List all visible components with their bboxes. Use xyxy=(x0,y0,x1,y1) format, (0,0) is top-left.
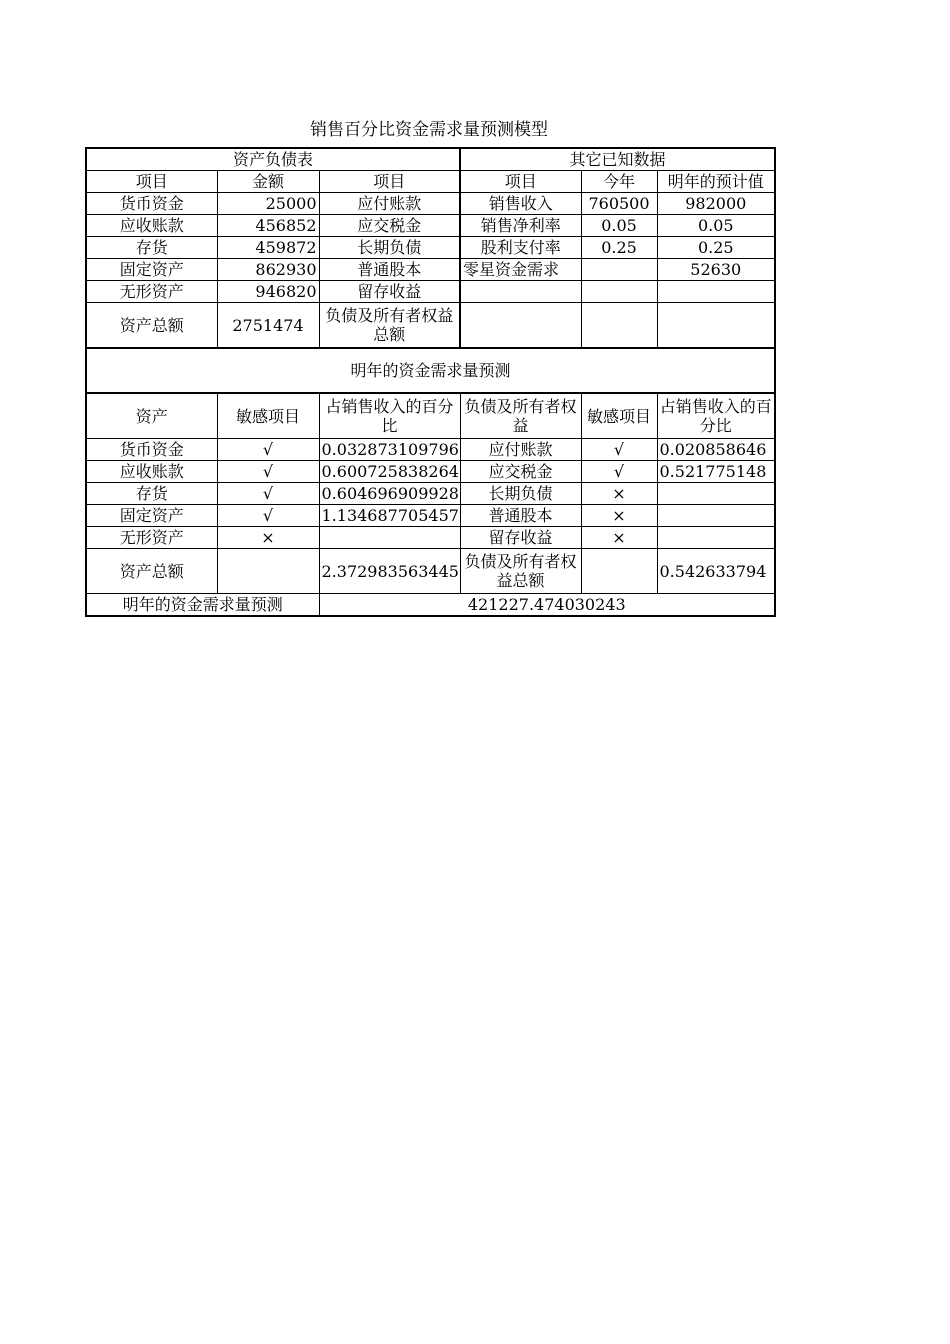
cell[interactable]: 760500 xyxy=(581,193,657,215)
cell[interactable] xyxy=(581,549,657,594)
other-data-header: 其它已知数据 xyxy=(460,148,775,171)
table-row xyxy=(86,594,775,617)
col-header-this-year: 今年 xyxy=(581,171,657,193)
table-row xyxy=(86,461,775,483)
result-value[interactable]: 421227.474030243 xyxy=(319,594,775,617)
cell[interactable]: 长期负债 xyxy=(319,237,460,259)
cell[interactable]: 0.604696909928 xyxy=(319,483,460,505)
cell[interactable] xyxy=(319,527,460,549)
cell[interactable]: 0.032873109796 xyxy=(319,439,460,461)
cell[interactable]: √ xyxy=(581,439,657,461)
cell[interactable]: × xyxy=(581,483,657,505)
cell[interactable]: 应收账款 xyxy=(86,461,217,483)
cell[interactable] xyxy=(217,549,319,594)
table-row xyxy=(86,259,775,281)
cell[interactable]: √ xyxy=(217,505,319,527)
cell[interactable]: 2.372983563445 xyxy=(319,549,460,594)
table-row xyxy=(86,193,775,215)
col-header-sensitive: 敏感项目 xyxy=(217,393,319,439)
cell[interactable]: 留存收益 xyxy=(319,281,460,303)
cell[interactable] xyxy=(581,259,657,281)
cell[interactable]: 无形资产 xyxy=(86,527,217,549)
cell[interactable] xyxy=(581,303,657,349)
cell[interactable]: 普通股本 xyxy=(319,259,460,281)
balance-sheet-header: 资产负债表 xyxy=(86,148,460,171)
table-row xyxy=(86,505,775,527)
cell[interactable]: 1.134687705457 xyxy=(319,505,460,527)
cell[interactable]: 无形资产 xyxy=(86,281,217,303)
table-row xyxy=(86,549,775,594)
cell[interactable]: 存货 xyxy=(86,237,217,259)
cell[interactable]: 2751474 xyxy=(217,303,319,349)
table-row xyxy=(86,281,775,303)
cell[interactable]: 长期负债 xyxy=(460,483,581,505)
forecast-sheet xyxy=(85,147,776,617)
cell[interactable]: 0.600725838264 xyxy=(319,461,460,483)
table-row xyxy=(86,215,775,237)
cell[interactable] xyxy=(657,281,775,303)
col-header-amount: 金额 xyxy=(217,171,319,193)
col-header-liability: 负债及所有者权益 xyxy=(460,393,581,439)
cell[interactable]: 应交税金 xyxy=(460,461,581,483)
table-row xyxy=(86,483,775,505)
col-header-item: 项目 xyxy=(86,171,217,193)
cell[interactable]: 负债及所有者权益总额 xyxy=(460,549,581,594)
table-row xyxy=(86,237,775,259)
table-row xyxy=(86,527,775,549)
cell[interactable]: 应交税金 xyxy=(319,215,460,237)
cell[interactable]: 862930 xyxy=(217,259,319,281)
cell[interactable]: 资产总额 xyxy=(86,549,217,594)
cell[interactable] xyxy=(657,527,775,549)
col-header-item: 项目 xyxy=(319,171,460,193)
col-header-percent: 占销售收入的百分比 xyxy=(319,393,460,439)
page-title: 销售百分比资金需求量预测模型 xyxy=(310,120,548,140)
cell[interactable]: 应付账款 xyxy=(319,193,460,215)
cell[interactable]: × xyxy=(581,505,657,527)
cell[interactable]: 0.542633794 xyxy=(657,549,775,594)
cell[interactable]: 存货 xyxy=(86,483,217,505)
cell[interactable]: 销售收入 xyxy=(460,193,581,215)
cell[interactable]: 负债及所有者权益总额 xyxy=(319,303,460,349)
cell[interactable]: 982000 xyxy=(657,193,775,215)
cell[interactable]: 资产总额 xyxy=(86,303,217,349)
col-header-asset: 资产 xyxy=(86,393,217,439)
cell[interactable]: 456852 xyxy=(217,215,319,237)
cell[interactable]: 0.25 xyxy=(581,237,657,259)
col-header-percent: 占销售收入的百分比 xyxy=(657,393,775,439)
cell[interactable]: √ xyxy=(217,461,319,483)
col-header-item: 项目 xyxy=(460,171,581,193)
cell[interactable]: 0.05 xyxy=(657,215,775,237)
table-row xyxy=(86,439,775,461)
cell[interactable] xyxy=(460,303,581,349)
cell[interactable]: √ xyxy=(581,461,657,483)
cell[interactable]: 52630 xyxy=(657,259,775,281)
cell[interactable]: × xyxy=(217,527,319,549)
cell[interactable]: √ xyxy=(217,483,319,505)
cell[interactable]: 股利支付率 xyxy=(460,237,581,259)
forecast-section-header: 明年的资金需求量预测 xyxy=(86,348,775,393)
cell[interactable]: × xyxy=(581,527,657,549)
cell[interactable]: 固定资产 xyxy=(86,505,217,527)
cell[interactable]: 946820 xyxy=(217,281,319,303)
cell[interactable]: 留存收益 xyxy=(460,527,581,549)
cell[interactable]: 0.521775148 xyxy=(657,461,775,483)
cell[interactable]: 普通股本 xyxy=(460,505,581,527)
cell[interactable] xyxy=(460,281,581,303)
cell[interactable]: 销售净利率 xyxy=(460,215,581,237)
cell[interactable]: 应付账款 xyxy=(460,439,581,461)
cell[interactable]: 459872 xyxy=(217,237,319,259)
cell[interactable]: 0.25 xyxy=(657,237,775,259)
table-row xyxy=(86,303,775,349)
cell[interactable] xyxy=(581,281,657,303)
cell[interactable]: 货币资金 xyxy=(86,193,217,215)
cell[interactable]: √ xyxy=(217,439,319,461)
cell[interactable] xyxy=(657,303,775,349)
result-label: 明年的资金需求量预测 xyxy=(86,594,319,617)
cell[interactable]: 25000 xyxy=(217,193,319,215)
col-header-sensitive: 敏感项目 xyxy=(581,393,657,439)
cell[interactable]: 0.05 xyxy=(581,215,657,237)
cell[interactable]: 零星资金需求 xyxy=(460,259,581,281)
cell[interactable] xyxy=(657,483,775,505)
cell[interactable]: 货币资金 xyxy=(86,439,217,461)
cell[interactable] xyxy=(657,505,775,527)
cell[interactable]: 应收账款 xyxy=(86,215,217,237)
cell[interactable]: 固定资产 xyxy=(86,259,217,281)
cell[interactable]: 0.020858646 xyxy=(657,439,775,461)
col-header-next-year: 明年的预计值 xyxy=(657,171,775,193)
